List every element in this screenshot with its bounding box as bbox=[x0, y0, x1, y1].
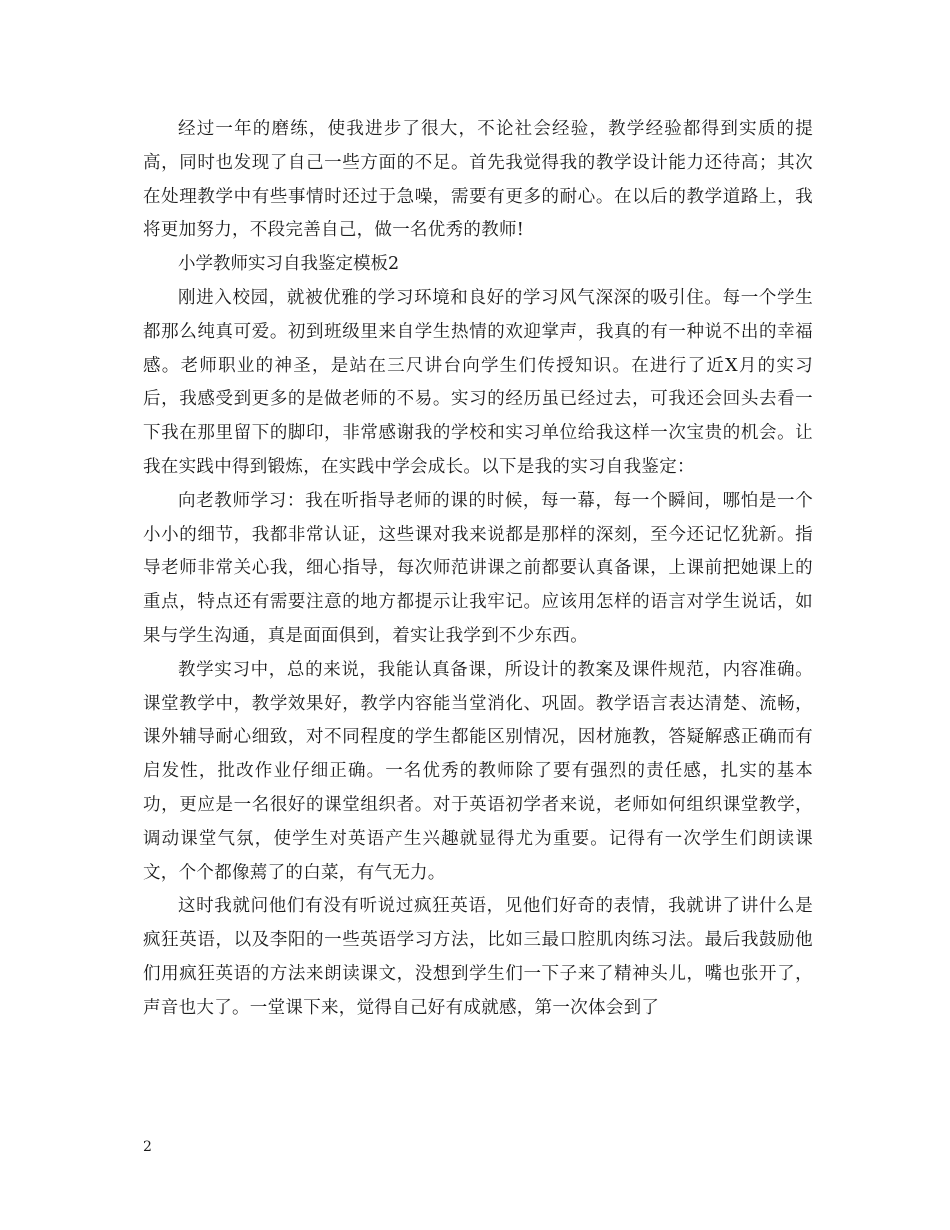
paragraph-teaching: 教学实习中，总的来说，我能认真备课，所设计的教案及课件规范，内容准确。课堂教学中，教学效果好，教学内容能当堂消化、巩固。教学语言表达清楚、流畅，课外辅导耐心细致，对不同程度的学生都能区别情况，因材施教，答疑解惑正确而有启发性，批改作业仔细正确。一名优秀的教师除了要有强烈的责任感，扎实的基本功，更应是一名很好的课堂组织者。对于英语初学者来说，老师如何组织课堂教学，调动课堂气氛，使学生对英语产生兴趣就显得尤为重要。记得有一次学生们朗读课文，个个都像蔫了的白菜，有气无力。 bbox=[143, 659, 813, 883]
paragraph-reflection: 经过一年的磨练，使我进步了很大，不论社会经验，教学经验都得到实质的提高，同时也发现了自己一些方面的不足。首先我觉得我的教学设计能力还待高；其次在处理教学中有些事情时还过于急噪，需要有更多的耐心。在以后的教学道路上，我将更加努力，不段完善自己，做一名优秀的教师! bbox=[143, 119, 813, 241]
page-number: 2 bbox=[143, 1139, 152, 1155]
paragraph-crazy-english: 这时我就问他们有没有听说过疯狂英语，见他们好奇的表情，我就讲了讲什么是疯狂英语，以及李阳的一些英语学习方法，比如三最口腔肌肉练习法。最后我鼓励他们用疯狂英语的方法来朗读课文，没想到学生们一下子来了精神头儿，嘴也张开了，声音也大了。一堂课下来，觉得自己好有成就感，第一次体会到了 bbox=[143, 896, 813, 1018]
paragraph-learning: 向老教师学习：我在听指导老师的课的时候，每一幕，每一个瞬间，哪怕是一个小小的细节，我都非常认证，这些课对我来说都是那样的深刻，至今还记忆犹新。指导老师非常关心我，细心指导，每次师范讲课之前都要认真备课，上课前把她课上的重点，特点还有需要注意的地方都提示让我牢记。应该用怎样的语言对学生说话，如果与学生沟通，真是面面俱到，着实让我学到不少东西。 bbox=[143, 490, 813, 646]
section-heading: 小学教师实习自我鉴定模板2 bbox=[178, 254, 400, 275]
document-body bbox=[143, 113, 813, 1026]
paragraph-intro: 刚进入校园，就被优雅的学习环境和良好的学习风气深深的吸引住。每一个学生都那么纯真可爱。初到班级里来自学生热情的欢迎掌声，我真的有一种说不出的幸福感。老师职业的神圣，是站在三尺讲台向学生们传授知识。在进行了近X月的实习后，我感受到更多的是做老师的不易。实习的经历虽已经过去，可我还会回头去看一下我在那里留下的脚印，非常感谢我的学校和实习单位给我这样一次宝贵的机会。让我在实践中得到锻炼，在实践中学会成长。以下是我的实习自我鉴定： bbox=[143, 287, 813, 477]
